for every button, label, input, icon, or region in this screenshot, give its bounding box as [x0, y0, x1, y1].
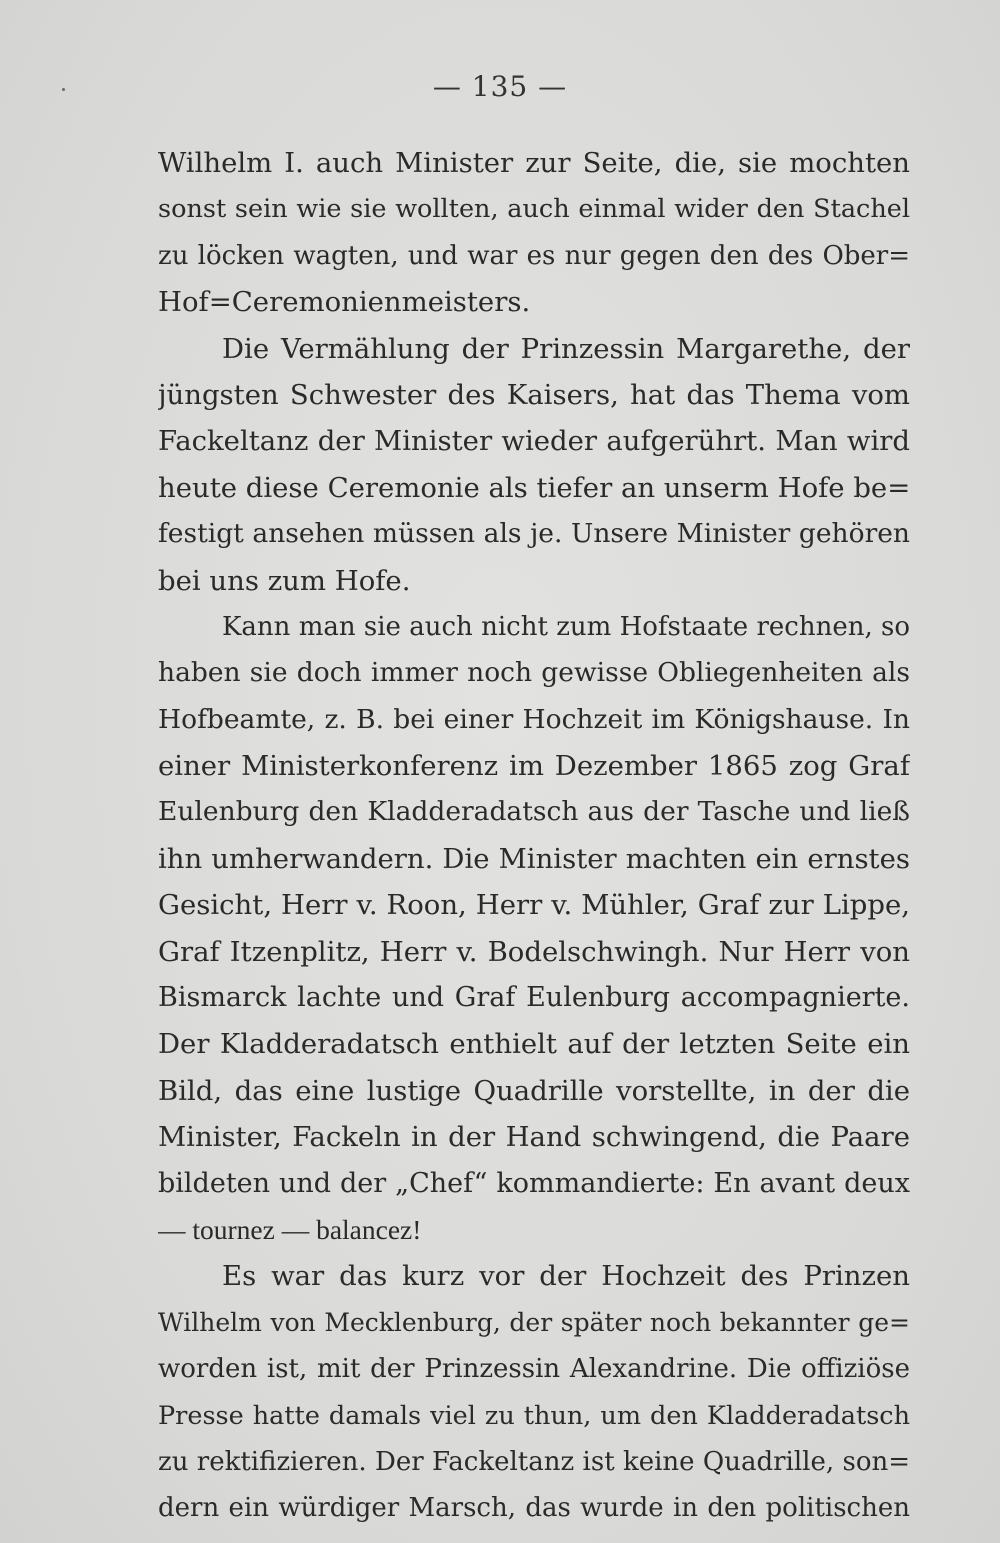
text-line: Hofbeamte, z. B. bei einer Hochzeit im Königshause. In	[158, 703, 910, 735]
text-line: bei uns zum Hofe.	[158, 564, 411, 597]
page-number: — 135 —	[432, 70, 568, 103]
text-line: zu löcken wagten, und war es nur gegen den des Ober=	[158, 240, 910, 271]
text-line: heute diese Ceremonie als tiefer an unserm Hofe be=	[158, 471, 910, 504]
paragraph-start-line: Die Vermählung der Prinzessin Margarethe, der	[222, 332, 910, 365]
text-line: Minister, Fackeln in der Hand schwingend, die Paare	[158, 1121, 910, 1154]
text-line: sonst sein wie sie wollten, auch einmal wider den Stachel	[158, 194, 910, 225]
text-line: Presse hatte damals viel zu thun, um den Kladderadatsch	[158, 1400, 910, 1431]
text-line: Bild, das eine lustige Quadrille vorstellte, in der die	[158, 1074, 910, 1107]
text-line: worden ist, mit der Prinzessin Alexandrine. Die offiziöse	[158, 1354, 910, 1385]
text-line: Bismarck lachte und Graf Eulenburg accompagnierte.	[158, 982, 910, 1014]
text-line: Eulenburg den Kladderadatsch aus der Tasche und ließ	[158, 796, 910, 828]
text-line: Hof=Ceremonienmeisters.	[158, 286, 531, 319]
paragraph-start-line: Kann man sie auch nicht zum Hofstaate rechnen, so	[222, 611, 910, 642]
text-line: festigt ansehen müssen als je. Unsere Minister gehören	[158, 518, 910, 550]
text-line: haben sie doch immer noch gewisse Obliegenheiten als	[158, 657, 910, 689]
text-line: — tournez — balancez!	[158, 1213, 422, 1245]
text-line: Graf Itzenplitz, Herr v. Bodelschwingh. Nur Herr von	[158, 935, 910, 968]
text-line: ihn umherwandern. Die Minister machten ein ernstes	[158, 842, 910, 875]
text-line: einer Ministerkonferenz im Dezember 1865 zog Graf	[158, 750, 910, 783]
text-line: zu rektifizieren. Der Fackeltanz ist keine Quadrille, son=	[158, 1446, 910, 1477]
text-line: Wilhelm von Mecklenburg, der später noch bekannter ge=	[158, 1307, 910, 1337]
text-line: Der Kladderadatsch enthielt auf der letzten Seite ein	[158, 1028, 910, 1061]
text-line: Gesicht, Herr v. Roon, Herr v. Mühler, Graf zur Lippe,	[158, 889, 910, 922]
text-line: bildeten und der „Chef“ kommandierte: En avant deux	[158, 1167, 910, 1199]
text-line: dern ein würdiger Marsch, das wurde in den politischen	[158, 1493, 910, 1524]
text-line: Fackeltanz der Minister wieder aufgerührt. Man wird	[158, 425, 910, 458]
text-line: Wilhelm I. auch Minister zur Seite, die, sie mochten	[158, 147, 910, 179]
body-text	[158, 140, 910, 1532]
text-line: jüngsten Schwester des Kaisers, hat das Thema vom	[158, 378, 910, 411]
paragraph-start-line: Es war das kurz vor der Hochzeit des Prinzen	[222, 1260, 910, 1293]
